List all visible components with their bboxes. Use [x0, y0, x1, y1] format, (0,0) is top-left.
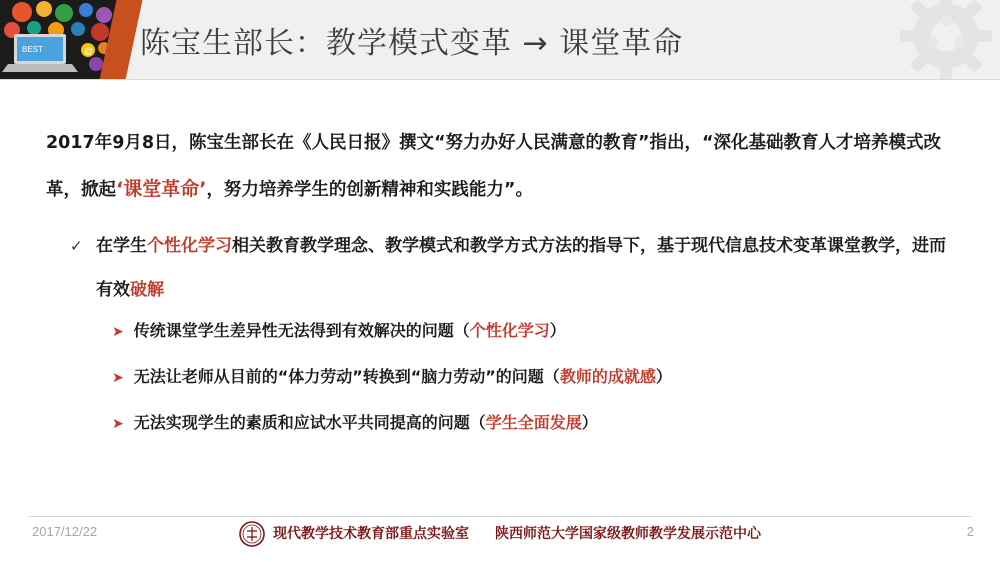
list-item-text: 无法让老师从目前的“体力劳动”转换到“脑力劳动”的问题（	[133, 367, 560, 386]
list-item-highlight: 教师的成就感	[559, 367, 656, 386]
arrow-right-icon: ➤	[112, 370, 124, 386]
footer-date: 2017/12/22	[32, 524, 98, 539]
header-divider	[0, 79, 1000, 80]
list-item-tail: ）	[549, 321, 566, 340]
footer-divider	[28, 516, 972, 517]
footer-center-name: 陕西师范大学国家级教师教学发展示范中心	[495, 526, 761, 542]
footer-lab-name: 现代教学技术教育部重点实验室	[273, 526, 469, 542]
list-item-highlight: 学生全面发展	[485, 413, 582, 432]
check-mark-icon: ✓	[70, 237, 83, 255]
page-number: 2	[966, 524, 974, 539]
level1-text-b: 相关教育教学理念、教学模式和教学方式方法的指导下，基于现代信息技术变革课堂教学，进而有效	[96, 236, 946, 300]
intro-paragraph-part1: 2017年9月8日，陈宝生部长在《人民日报》撰文“努力办好人民满意的教育”指出，“深化基础教育人才培养模式改革，掀起	[46, 133, 942, 200]
level1-bullet	[70, 224, 962, 312]
arrow-right-icon: ➤	[112, 324, 124, 340]
list-item	[112, 364, 672, 387]
university-seal-icon	[239, 521, 265, 547]
svg-text:BEST: BEST	[22, 45, 43, 54]
intro-paragraph-highlight: ‘课堂革命’	[116, 178, 207, 200]
page-title: 陈宝生部长：教学模式变革 → 课堂革命	[140, 26, 684, 61]
level1-highlight-a: 个性化学习	[147, 236, 232, 256]
slide-header	[0, 0, 1000, 80]
list-item-highlight: 个性化学习	[469, 321, 550, 340]
level1-text-a: 在学生	[96, 236, 147, 256]
intro-paragraph	[46, 120, 958, 213]
list-item-tail: ）	[581, 413, 598, 432]
level1-text	[96, 224, 962, 312]
svg-text:@: @	[84, 46, 94, 56]
arrow-right-icon: ➤	[112, 416, 124, 432]
list-item	[112, 318, 566, 341]
list-item	[112, 410, 598, 433]
list-item-text: 无法实现学生的素质和应试水平共同提高的问题（	[133, 413, 486, 432]
footer-branding	[0, 521, 1000, 547]
list-item-text: 传统课堂学生差异性无法得到有效解决的问题（	[133, 321, 470, 340]
list-item-tail: ）	[655, 367, 672, 386]
gear-watermark-icon	[898, 0, 994, 80]
level1-highlight-b: 破解	[130, 280, 164, 300]
intro-paragraph-part2: ，努力培养学生的创新精神和实践能力”。	[206, 180, 533, 200]
